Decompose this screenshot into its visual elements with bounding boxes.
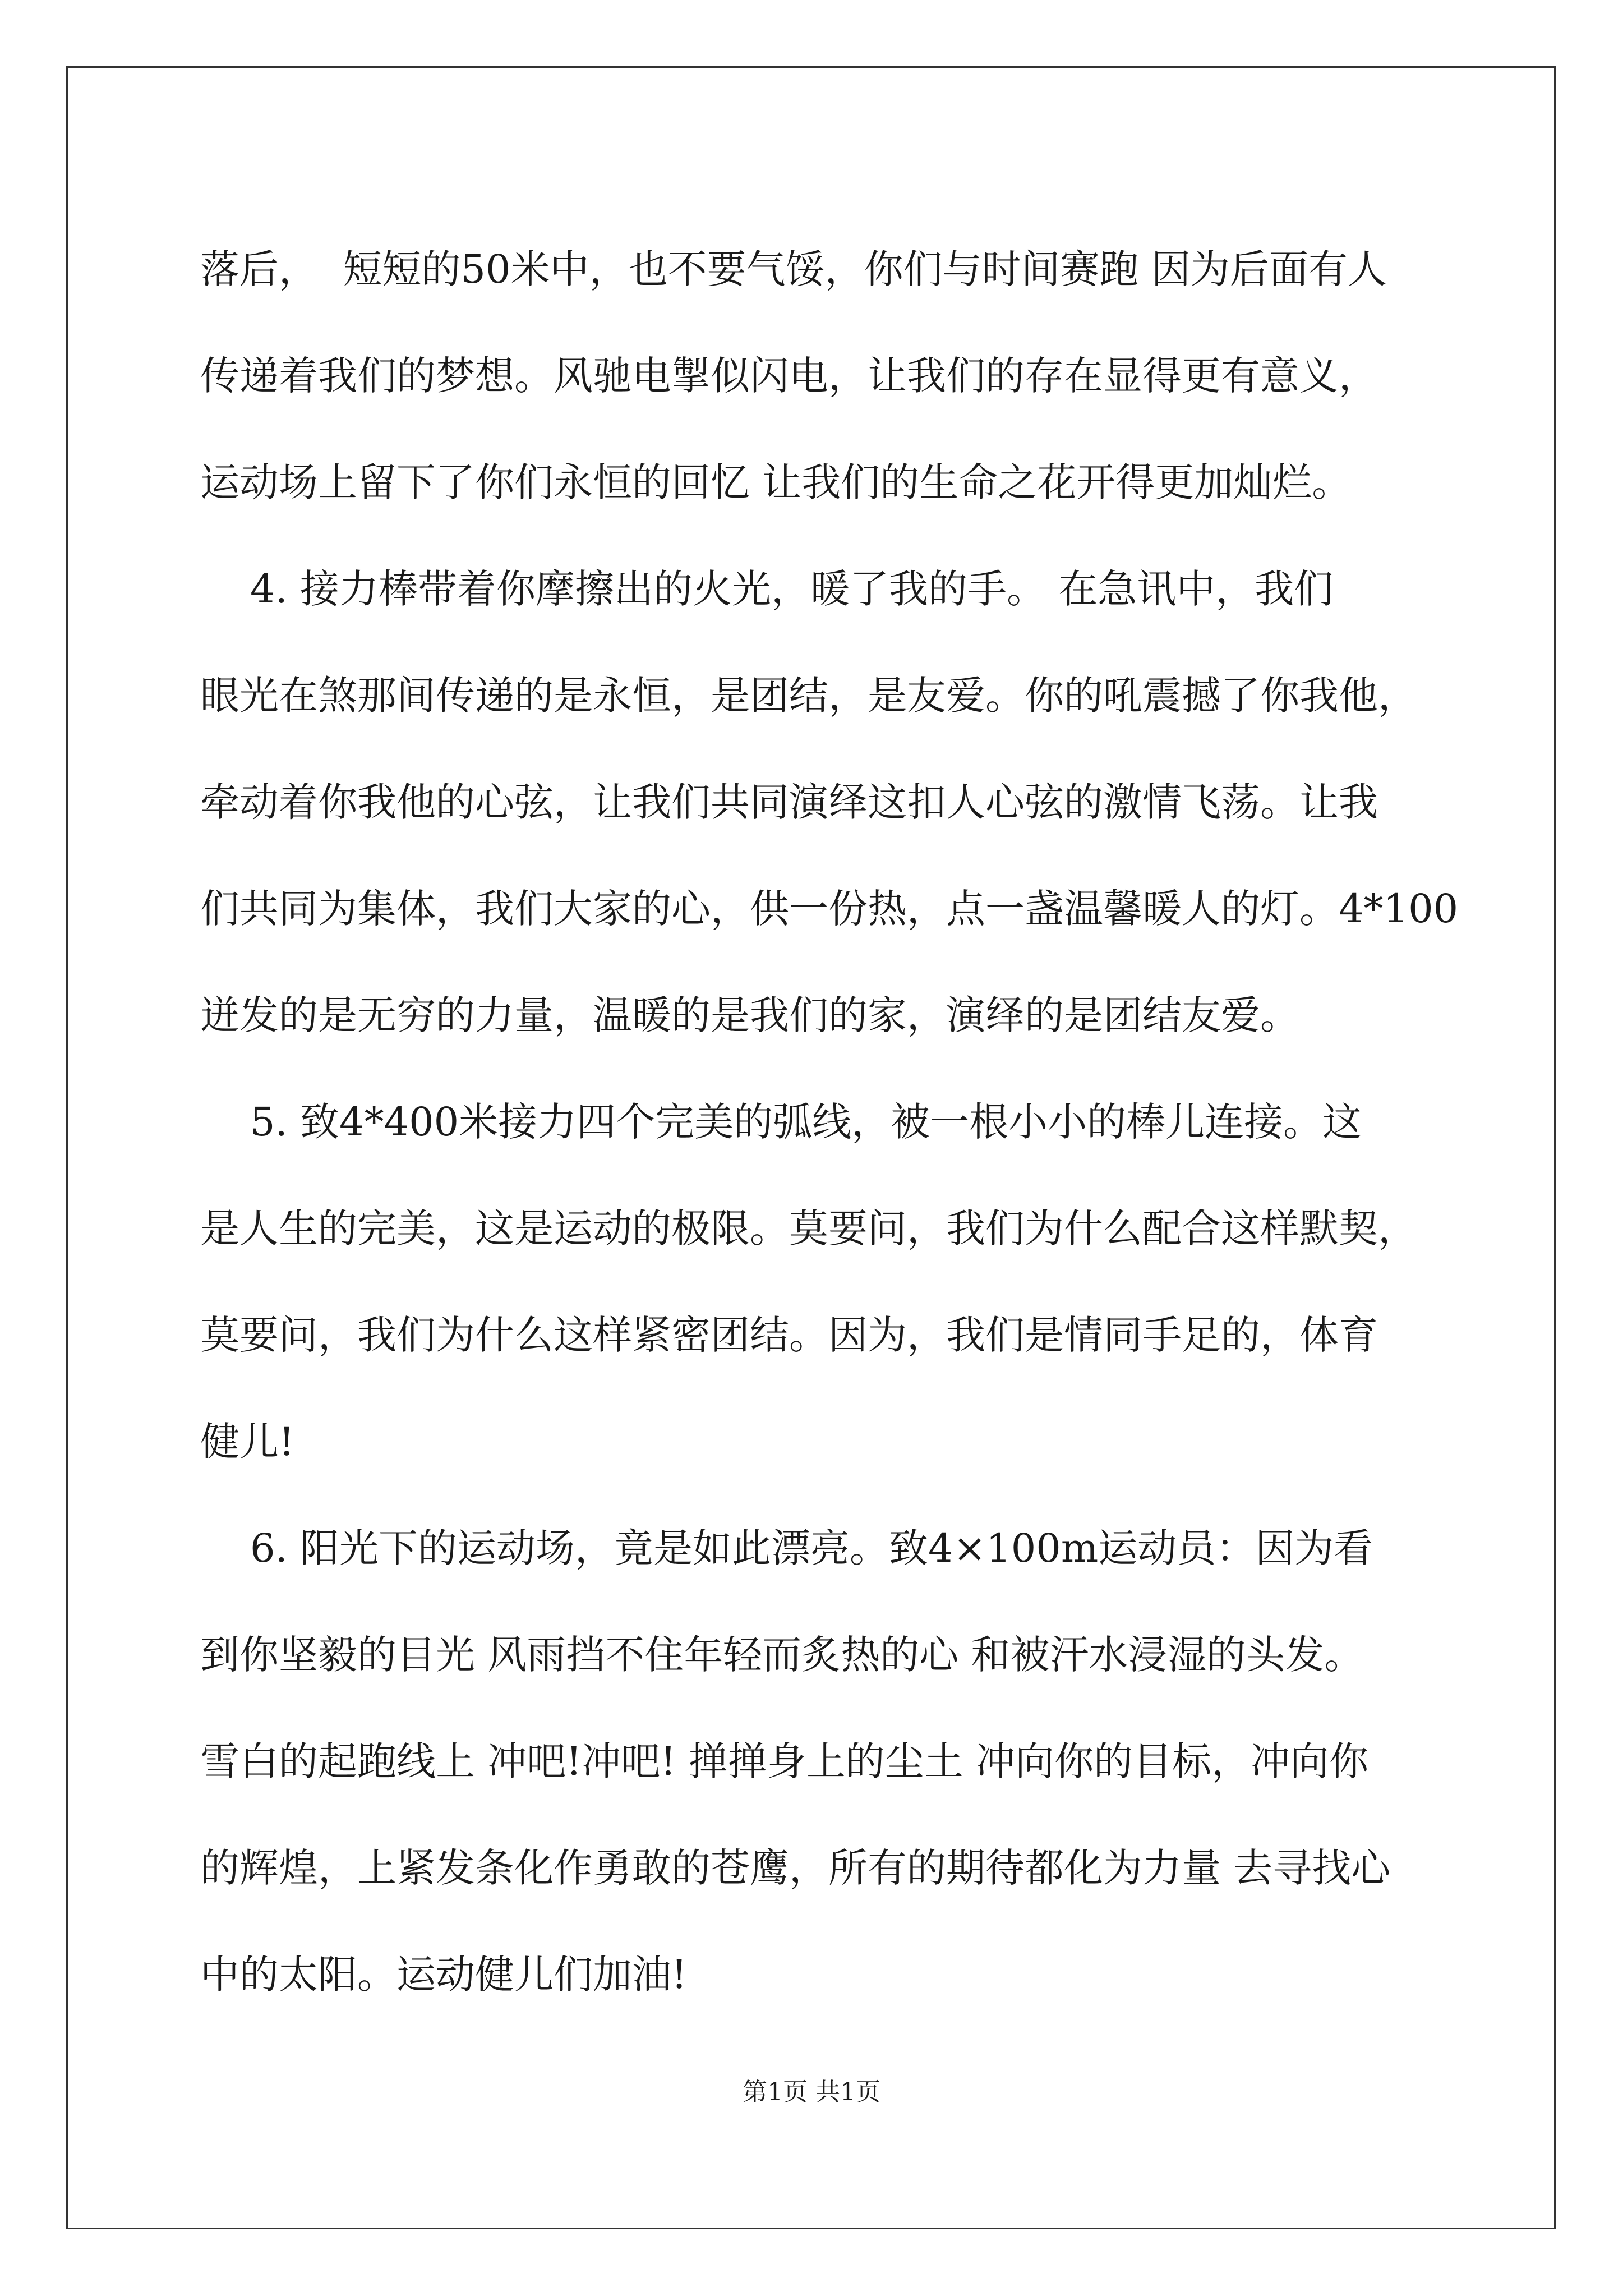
page-footer <box>0 2076 1623 2109</box>
text-line: 5. 致4*400米接力四个完美的弧线，被一根小小的棒儿连接。这 <box>200 1099 1362 1145</box>
document-body <box>200 216 1459 2028</box>
text-line: 6. 阳光下的运动场，竟是如此漂亮。致4×100m运动员：因为看 <box>200 1525 1373 1571</box>
text-line: 到你坚毅的目光 风雨挡不住年轻而炙热的心 和被汗水浸湿的头发。 <box>200 1632 1364 1678</box>
text-line: 是人生的完美，这是运动的极限。莫要问，我们为什么配合这样默契， <box>200 1205 1417 1251</box>
text-line: 4. 接力棒带着你摩擦出的火光，暖了我的手。 在急讯中，我们 <box>200 566 1334 612</box>
text-line: 传递着我们的梦想。风驰电掣似闪电，让我们的存在显得更有意义， <box>200 353 1378 399</box>
text-line: 中的太阳。运动健儿们加油! <box>200 1952 688 1998</box>
text-line: 落后， 短短的50米中，也不要气馁，你们与时间赛跑 因为后面有人 <box>200 246 1387 292</box>
text-line: 运动场上留下了你们永恒的回忆 让我们的生命之花开得更加灿烂。 <box>200 459 1352 505</box>
text-line: 的辉煌，上紧发条化作勇敢的苍鹰，所有的期待都化为力量 去寻找心 <box>200 1845 1391 1891</box>
text-line: 莫要问，我们为什么这样紧密团结。因为，我们是情同手足的，体育 <box>200 1312 1378 1358</box>
text-line: 眼光在煞那间传递的是永恒，是团结，是友爱。你的吼震撼了你我他， <box>200 673 1417 719</box>
text-line: 迸发的是无穷的力量，温暖的是我们的家，演绎的是团结友爱。 <box>200 992 1299 1038</box>
page-number-label: 第1页 共1页 <box>743 2078 880 2106</box>
text-line: 雪白的起跑线上 冲吧!冲吧! 掸掸身上的尘土 冲向你的目标，冲向你 <box>200 1738 1369 1784</box>
text-line: 健儿! <box>200 1419 295 1465</box>
text-line: 们共同为集体，我们大家的心，供一份热，点一盏温馨暖人的灯。4*100 <box>200 886 1459 932</box>
text-line: 牵动着你我他的心弦，让我们共同演绎这扣人心弦的激情飞荡。让我 <box>200 779 1378 825</box>
